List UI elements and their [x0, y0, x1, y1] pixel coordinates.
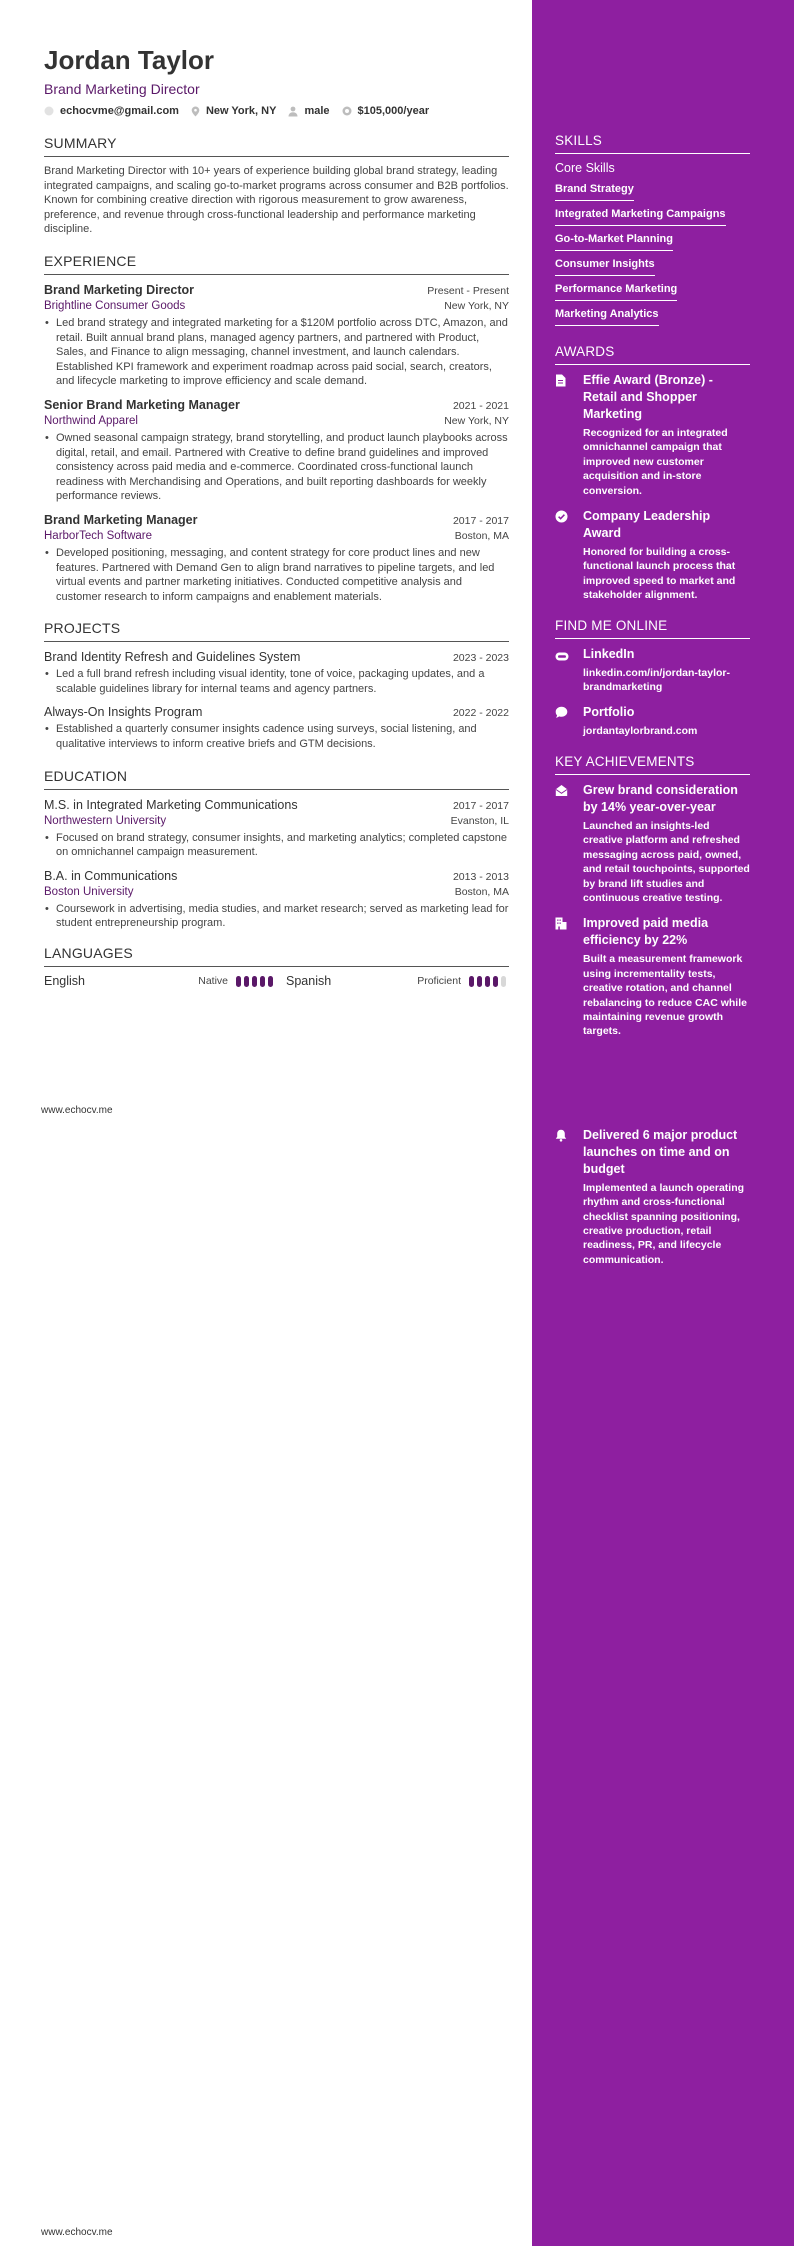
job-location: Boston, MA	[454, 529, 509, 542]
summary-section	[44, 135, 509, 237]
education-entry	[44, 868, 509, 931]
job-bullet: • Led brand strategy and integrated marketing for a $120M portfolio across DTC, Amazon, and retail. Built annual brand plans, managed agency partners, and partnered with Product, Sales, and Finance to align messaging, channel investment, and launch calendars. Established KPI framework and experiment roadmap across paid social, search, creators, and lifecycle marketing to improve efficiency and scale demand.	[44, 316, 509, 389]
achievement-desc: Built a measurement framework using incrementality tests, creative rotation, and channel rebalancing to reduce CAC while maintaining revenue growth targets.	[583, 953, 747, 1038]
project-entry	[44, 649, 509, 696]
candidate-name: Jordan Taylor	[44, 45, 215, 75]
footer-link[interactable]: www.echocv.me	[41, 2227, 113, 2238]
job-bullet: • Owned seasonal campaign strategy, brand storytelling, and product launch playbooks across digital, retail, and email. Partnered with Creative to define brand guidelines and improved consistency across paid media and e-commerce. Coordinated cross-functional launch readiness with Merchandising and Operations, and built reporting dashboards for weekly performance reviews.	[44, 431, 509, 504]
language-item	[286, 974, 509, 988]
rating-dot	[260, 976, 265, 987]
job-title: Brand Marketing Director	[44, 282, 195, 297]
experience-entry	[44, 282, 509, 389]
contact-location	[191, 105, 277, 117]
email-icon	[44, 106, 54, 116]
skills-group-label: Core Skills	[555, 161, 615, 175]
chat-bubble-icon	[555, 706, 568, 719]
online-title: LinkedIn	[583, 646, 635, 661]
summary-text: Brand Marketing Director with 10+ years of experience building global brand strategy, leading integrated campaigns, and scaling go-to-market programs across consumer and B2B portfolios. Known for combining creative direction with rigorous measurement to grow awareness, preference, and revenue through cross-functional leadership and performance marketing discipline.	[44, 165, 509, 236]
language-item	[44, 974, 276, 988]
languages-row	[44, 974, 509, 988]
location-text: New York, NY	[205, 105, 277, 117]
building-icon	[555, 917, 567, 930]
contact-salary	[342, 105, 430, 117]
email-text: echocvme@gmail.com	[60, 105, 179, 117]
school-location: Evanston, IL	[450, 814, 509, 827]
award-title: Company Leadership Award	[583, 509, 711, 541]
projects-section	[44, 620, 509, 751]
bell-icon	[555, 1129, 567, 1142]
main-column	[44, 44, 509, 988]
school-name: Northwestern University	[44, 814, 167, 827]
linkedin-icon	[555, 652, 569, 661]
skill-tag: Brand Strategy	[555, 180, 634, 201]
school-name: Boston University	[44, 885, 134, 898]
summary-heading: SUMMARY	[44, 135, 509, 157]
experience-heading: EXPERIENCE	[44, 253, 509, 275]
education-heading: EDUCATION	[44, 768, 509, 790]
rating-dot	[501, 976, 506, 987]
language-level: Proficient	[417, 975, 461, 988]
awards-section	[555, 343, 750, 603]
achievement-desc: Launched an insights-led creative platform and refreshed messaging across paid, owned, and retail touchpoints, supported by brand lift studies and continuous creative testing.	[583, 819, 750, 904]
rating-dot	[493, 976, 498, 987]
project-dates: 2023 - 2023	[452, 652, 509, 665]
contact-email[interactable]	[44, 105, 179, 117]
mail-open-icon	[555, 784, 568, 797]
person-icon	[288, 106, 298, 117]
footer-link[interactable]: www.echocv.me	[41, 1105, 113, 1116]
achievements-section	[555, 753, 750, 1267]
online-heading: FIND ME ONLINE	[555, 617, 750, 639]
job-dates: 2021 - 2021	[452, 399, 509, 412]
award-title: Effie Award (Bronze) - Retail and Shopper Marketing	[583, 373, 713, 421]
language-level: Native	[198, 975, 228, 988]
job-dates: Present - Present	[427, 284, 509, 297]
sidebar	[555, 132, 750, 1277]
awards-heading: AWARDS	[555, 343, 750, 365]
education-dates: 2017 - 2017	[452, 799, 509, 812]
rating-dot	[469, 976, 474, 987]
language-name: English	[44, 974, 85, 989]
project-dates: 2022 - 2022	[452, 707, 509, 720]
company-name: Northwind Apparel	[44, 414, 138, 427]
skill-tag: Performance Marketing	[555, 280, 677, 301]
education-section	[44, 768, 509, 931]
degree-name: M.S. in Integrated Marketing Communications	[44, 797, 298, 812]
languages-heading: LANGUAGES	[44, 945, 509, 967]
rating-dot	[268, 976, 273, 987]
achievement-item	[555, 1127, 750, 1267]
education-entry	[44, 797, 509, 860]
experience-section	[44, 253, 509, 604]
project-name: Brand Identity Refresh and Guidelines System	[44, 650, 301, 665]
award-desc: Recognized for an integrated omnichannel campaign that improved new customer acquisition and in-store conversion.	[583, 427, 728, 497]
project-bullet: • Established a quarterly consumer insights cadence using surveys, social listening, and qualitative interviews to inform creative briefs and GTM decisions.	[44, 722, 509, 751]
salary-icon	[342, 106, 352, 116]
online-title: Portfolio	[583, 705, 635, 720]
education-dates: 2013 - 2013	[452, 870, 509, 883]
education-bullet: • Coursework in advertising, media studies, and market research; served as marketing lead for student entrepreneurship program.	[44, 902, 509, 931]
project-name: Always-On Insights Program	[44, 705, 203, 720]
online-item[interactable]	[555, 646, 750, 695]
achievement-desc: Implemented a launch operating rhythm and cross-functional checklist spanning positioning, creative production, retail readiness, PR, and lifecycle communication.	[583, 1181, 745, 1266]
skill-tag: Consumer Insights	[555, 255, 655, 276]
contact-gender	[288, 105, 329, 117]
candidate-title: Brand Marketing Director	[44, 81, 200, 97]
check-circle-icon	[555, 510, 568, 523]
school-location: Boston, MA	[454, 885, 509, 898]
rating-dot	[485, 976, 490, 987]
gender-text: male	[304, 105, 330, 117]
salary-text: $105,000/year	[357, 105, 430, 117]
achievement-item	[555, 782, 750, 905]
job-location: New York, NY	[444, 414, 509, 427]
skills-heading: SKILLS	[555, 132, 750, 154]
achievement-title: Grew brand consideration by 14% year-over-year	[583, 782, 738, 814]
online-item[interactable]	[555, 704, 750, 738]
award-item	[555, 372, 750, 498]
achievement-title: Improved paid media efficiency by 22%	[583, 916, 709, 948]
language-rating	[236, 976, 276, 987]
skills-section	[555, 132, 750, 329]
skill-tag: Go-to-Market Planning	[555, 230, 673, 251]
skill-tag: Marketing Analytics	[555, 305, 659, 326]
award-desc: Honored for building a cross-functional launch process that improved speed to market and stakeholder alignment.	[583, 546, 736, 602]
degree-name: B.A. in Communications	[44, 868, 178, 883]
language-name: Spanish	[286, 974, 332, 989]
job-location: New York, NY	[444, 299, 509, 312]
award-item	[555, 508, 750, 603]
experience-entry	[44, 397, 509, 504]
project-entry	[44, 704, 509, 751]
document-icon	[555, 374, 566, 387]
company-name: Brightline Consumer Goods	[44, 299, 186, 312]
contact-bar	[44, 105, 509, 117]
rating-dot	[236, 976, 241, 987]
online-section	[555, 617, 750, 739]
experience-entry	[44, 512, 509, 604]
online-link[interactable]: jordantaylorbrand.com	[583, 725, 698, 738]
achievement-item	[555, 915, 750, 1038]
job-title: Brand Marketing Manager	[44, 512, 198, 527]
achievement-title: Delivered 6 major product launches on time and on budget	[583, 1127, 738, 1176]
achievements-heading: KEY ACHIEVEMENTS	[555, 753, 750, 775]
rating-dot	[244, 976, 249, 987]
rating-dot	[477, 976, 482, 987]
projects-heading: PROJECTS	[44, 620, 509, 642]
company-name: HarborTech Software	[44, 529, 153, 542]
rating-dot	[252, 976, 257, 987]
project-bullet: • Led a full brand refresh including visual identity, tone of voice, packaging updates, and a scalable guidelines library for internal teams and agency partners.	[44, 667, 509, 696]
job-title: Senior Brand Marketing Manager	[44, 397, 240, 412]
languages-section	[44, 945, 509, 988]
language-rating	[469, 976, 509, 987]
location-pin-icon	[191, 106, 200, 117]
job-bullet: • Developed positioning, messaging, and content strategy for core product lines and new features. Partnered with Demand Gen to align brand narratives to pipeline targets, and led virtual events and partner marketing initiatives. Conducted competitive analysis and customer research to inform campaigns and enablement materials.	[44, 546, 509, 604]
job-dates: 2017 - 2017	[452, 514, 509, 527]
education-bullet: • Focused on brand strategy, consumer insights, and marketing analytics; completed capstone on omnichannel campaign measurement.	[44, 831, 509, 860]
skill-tag: Integrated Marketing Campaigns	[555, 205, 726, 226]
online-link[interactable]: linkedin.com/in/jordan-taylor-brandmarketing	[583, 666, 731, 694]
